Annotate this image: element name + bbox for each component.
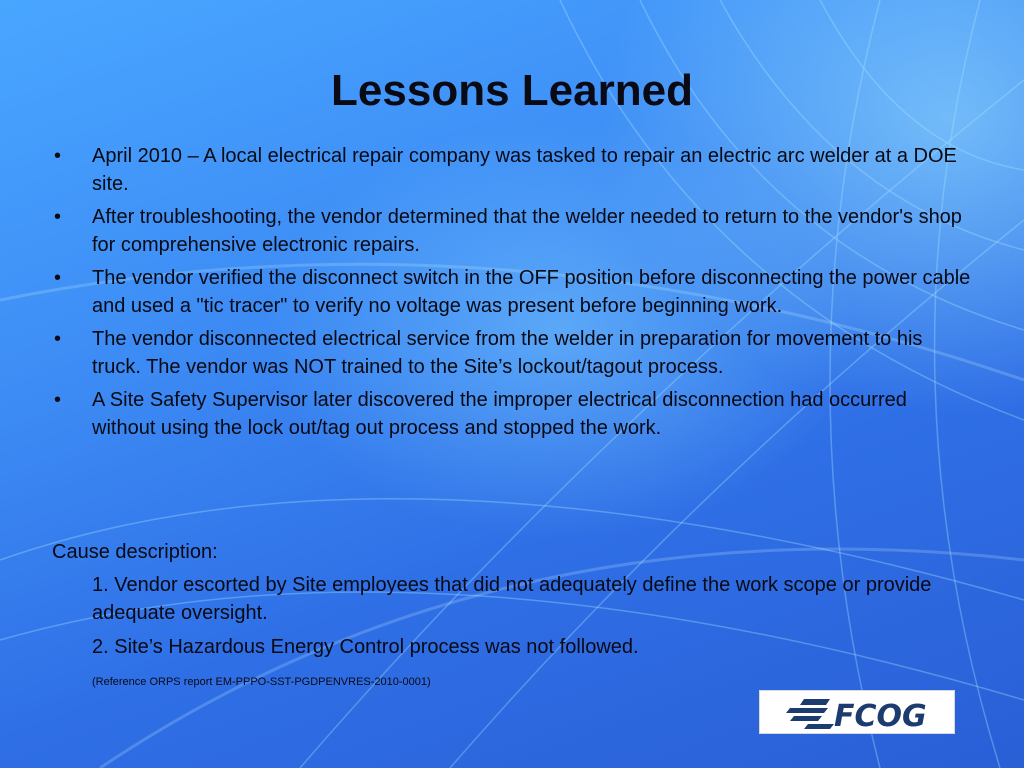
bullet-marker: • xyxy=(54,206,62,228)
cause-item: 1. Vendor escorted by Site employees that did not adequately define the work scope or provide adequate oversight. xyxy=(92,574,932,624)
bullet-marker: • xyxy=(54,328,62,350)
bullet-marker: • xyxy=(54,389,62,411)
slide-title: Lessons Learned xyxy=(331,66,693,115)
fcog-logo-mark xyxy=(760,691,956,735)
bullet-marker: • xyxy=(54,145,62,167)
bullet-item xyxy=(52,203,972,259)
bullet-item xyxy=(52,386,972,442)
bullet-item xyxy=(52,325,972,381)
fcog-logo xyxy=(759,690,955,734)
bullet-item xyxy=(52,264,972,320)
bullet-text: A Site Safety Supervisor later discovered the improper electrical disconnection had occurred without using the lock out/tag out process and stopped the work. xyxy=(92,389,907,439)
bullet-text: The vendor verified the disconnect switch in the OFF position before disconnecting the power cable and used a "tic tracer" to verify no voltage was present before beginning work. xyxy=(92,267,971,317)
cause-heading: Cause description: xyxy=(52,541,218,563)
reference-note: (Reference ORPS report EM-PPPO-SST-PGDPENVRES-2010-0001) xyxy=(92,676,431,688)
bullet-marker: • xyxy=(54,267,62,289)
cause-list xyxy=(92,571,952,667)
bullet-text: April 2010 – A local electrical repair company was tasked to repair an electric arc welder at a DOE site. xyxy=(92,145,957,195)
bullet-text: After troubleshooting, the vendor determined that the welder needed to return to the vendor's shop for comprehensive electronic repairs. xyxy=(92,206,962,256)
cause-item: 2. Site’s Hazardous Energy Control process was not followed. xyxy=(92,636,639,658)
logo-text: FCOG xyxy=(834,699,927,734)
bullet-list xyxy=(52,142,972,447)
bullet-item xyxy=(52,142,972,198)
bullet-text: The vendor disconnected electrical service from the welder in preparation for movement to his truck. The vendor was NOT trained to the Site’s lockout/tagout process. xyxy=(92,328,923,378)
